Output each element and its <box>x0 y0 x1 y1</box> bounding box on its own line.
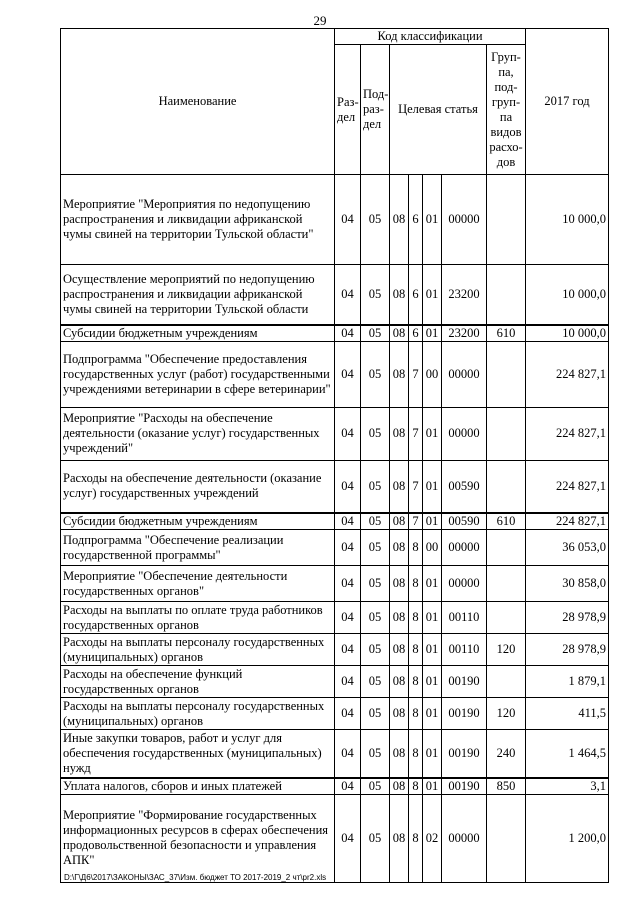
row-name: Уплата налогов, сборов и иных платежей <box>61 778 335 795</box>
row-target-subprogram: 8 <box>409 778 423 795</box>
row-razdel: 04 <box>335 778 361 795</box>
row-razdel: 04 <box>335 698 361 730</box>
row-razdel: 04 <box>335 265 361 325</box>
row-amount: 224 827,1 <box>526 341 609 407</box>
row-target-subprogram: 8 <box>409 530 423 566</box>
row-expense-group <box>487 566 526 602</box>
row-expense-group: 120 <box>487 634 526 666</box>
row-podrazdel: 05 <box>361 265 390 325</box>
row-expense-group: 240 <box>487 730 526 778</box>
row-target-event: 01 <box>423 325 442 342</box>
row-target-direction: 00190 <box>442 778 487 795</box>
row-target-program: 08 <box>390 666 409 698</box>
row-expense-group <box>487 265 526 325</box>
header-podrazdel: Под- раз- дел <box>361 45 390 175</box>
row-target-program: 08 <box>390 730 409 778</box>
row-target-direction: 00590 <box>442 460 487 513</box>
row-podrazdel: 05 <box>361 175 390 265</box>
row-name: Расходы на обеспечение деятельности (оказание услуг) государственных учреждений <box>61 460 335 513</box>
row-expense-group <box>487 175 526 265</box>
row-target-program: 08 <box>390 407 409 460</box>
row-amount: 1 464,5 <box>526 730 609 778</box>
row-target-direction: 23200 <box>442 265 487 325</box>
row-target-direction: 00190 <box>442 666 487 698</box>
row-target-program: 08 <box>390 460 409 513</box>
row-expense-group <box>487 341 526 407</box>
row-target-event: 00 <box>423 530 442 566</box>
row-expense-group: 610 <box>487 325 526 342</box>
header-year: 2017 год <box>526 29 609 175</box>
row-target-subprogram: 6 <box>409 265 423 325</box>
row-target-program: 08 <box>390 634 409 666</box>
row-name: Мероприятие "Обеспечение деятельности государственных органов" <box>61 566 335 602</box>
row-podrazdel: 05 <box>361 634 390 666</box>
header-code-group: Код классификации <box>335 29 526 45</box>
row-target-program: 08 <box>390 530 409 566</box>
row-target-subprogram: 8 <box>409 634 423 666</box>
row-expense-group <box>487 794 526 882</box>
row-expense-group <box>487 530 526 566</box>
table-row <box>61 566 609 602</box>
row-podrazdel: 05 <box>361 325 390 342</box>
row-podrazdel: 05 <box>361 460 390 513</box>
row-target-subprogram: 7 <box>409 341 423 407</box>
row-name: Расходы на обеспечение функций государственных органов <box>61 666 335 698</box>
row-target-subprogram: 7 <box>409 460 423 513</box>
row-target-event: 01 <box>423 175 442 265</box>
row-target-direction: 23200 <box>442 325 487 342</box>
row-amount: 28 978,9 <box>526 634 609 666</box>
row-name: Иные закупки товаров, работ и услуг для обеспечения государственных (муниципальных) нужд <box>61 730 335 778</box>
row-razdel: 04 <box>335 666 361 698</box>
row-target-event: 01 <box>423 566 442 602</box>
row-target-direction: 00000 <box>442 794 487 882</box>
row-razdel: 04 <box>335 530 361 566</box>
row-target-event: 01 <box>423 666 442 698</box>
row-target-direction: 00000 <box>442 175 487 265</box>
row-razdel: 04 <box>335 566 361 602</box>
row-name: Подпрограмма "Обеспечение предоставления государственных услуг (работ) государственными учреждениями ветеринарии в сфере ветеринарии" <box>61 341 335 407</box>
header-name: Наименование <box>61 29 335 175</box>
row-target-subprogram: 7 <box>409 407 423 460</box>
row-podrazdel: 05 <box>361 513 390 530</box>
row-target-program: 08 <box>390 175 409 265</box>
row-target-event: 02 <box>423 794 442 882</box>
row-podrazdel: 05 <box>361 566 390 602</box>
header-row-top <box>61 29 609 45</box>
page-number: 29 <box>313 13 327 28</box>
table-row <box>61 341 609 407</box>
row-name: Мероприятие "Расходы на обеспечение деятельности (оказание услуг) государственных учреждений" <box>61 407 335 460</box>
row-target-event: 01 <box>423 778 442 795</box>
row-name: Субсидии бюджетным учреждениям <box>61 513 335 530</box>
row-amount: 1 200,0 <box>526 794 609 882</box>
row-amount: 224 827,1 <box>526 513 609 530</box>
row-amount: 411,5 <box>526 698 609 730</box>
row-podrazdel: 05 <box>361 698 390 730</box>
row-expense-group: 850 <box>487 778 526 795</box>
row-amount: 1 879,1 <box>526 666 609 698</box>
row-expense-group <box>487 460 526 513</box>
row-podrazdel: 05 <box>361 407 390 460</box>
table-row <box>61 602 609 634</box>
row-name: Мероприятие "Мероприятия по недопущению распространения и ликвидации африканской чумы свиней на территории Тульской области" <box>61 175 335 265</box>
row-name: Субсидии бюджетным учреждениям <box>61 325 335 342</box>
row-razdel: 04 <box>335 794 361 882</box>
row-target-subprogram: 8 <box>409 794 423 882</box>
row-amount: 10 000,0 <box>526 175 609 265</box>
row-name: Расходы на выплаты персоналу государственных (муниципальных) органов <box>61 634 335 666</box>
row-target-direction: 00000 <box>442 407 487 460</box>
row-name: Подпрограмма "Обеспечение реализации государственной программы" <box>61 530 335 566</box>
row-expense-group: 120 <box>487 698 526 730</box>
row-target-event: 01 <box>423 634 442 666</box>
table-row <box>61 325 609 342</box>
budget-table <box>60 28 609 883</box>
row-razdel: 04 <box>335 602 361 634</box>
header-razdel: Раз- дел <box>335 45 361 175</box>
table-row <box>61 634 609 666</box>
row-amount: 10 000,0 <box>526 265 609 325</box>
row-podrazdel: 05 <box>361 794 390 882</box>
row-target-direction: 00190 <box>442 730 487 778</box>
row-razdel: 04 <box>335 460 361 513</box>
row-target-program: 08 <box>390 265 409 325</box>
row-amount: 10 000,0 <box>526 325 609 342</box>
row-target-subprogram: 6 <box>409 175 423 265</box>
row-target-program: 08 <box>390 325 409 342</box>
row-target-program: 08 <box>390 341 409 407</box>
table-row <box>61 460 609 513</box>
row-target-program: 08 <box>390 794 409 882</box>
table-row <box>61 175 609 265</box>
row-name: Мероприятие "Формирование государственных информационных ресурсов в сферах обеспечения продовольственной безопасности и управления АПК" <box>61 794 335 882</box>
row-expense-group <box>487 602 526 634</box>
row-podrazdel: 05 <box>361 778 390 795</box>
table-row <box>61 794 609 882</box>
row-target-program: 08 <box>390 778 409 795</box>
row-amount: 224 827,1 <box>526 460 609 513</box>
row-target-direction: 00110 <box>442 634 487 666</box>
row-amount: 224 827,1 <box>526 407 609 460</box>
row-target-event: 01 <box>423 460 442 513</box>
row-target-program: 08 <box>390 698 409 730</box>
row-target-event: 00 <box>423 341 442 407</box>
row-amount: 30 858,0 <box>526 566 609 602</box>
row-amount: 28 978,9 <box>526 602 609 634</box>
row-podrazdel: 05 <box>361 730 390 778</box>
row-razdel: 04 <box>335 325 361 342</box>
row-razdel: 04 <box>335 407 361 460</box>
row-target-subprogram: 7 <box>409 513 423 530</box>
table-row <box>61 407 609 460</box>
row-podrazdel: 05 <box>361 530 390 566</box>
row-amount: 3,1 <box>526 778 609 795</box>
row-target-direction: 00190 <box>442 698 487 730</box>
table-row <box>61 778 609 795</box>
row-podrazdel: 05 <box>361 666 390 698</box>
table-row <box>61 666 609 698</box>
row-expense-group <box>487 666 526 698</box>
row-razdel: 04 <box>335 175 361 265</box>
header-group: Груп- па, под- груп- па видов расхо- дов <box>487 45 526 175</box>
table-row <box>61 265 609 325</box>
row-target-subprogram: 8 <box>409 698 423 730</box>
row-razdel: 04 <box>335 341 361 407</box>
table-row <box>61 530 609 566</box>
row-name: Расходы на выплаты персоналу государственных (муниципальных) органов <box>61 698 335 730</box>
row-target-direction: 00000 <box>442 566 487 602</box>
row-target-event: 01 <box>423 265 442 325</box>
table-row <box>61 698 609 730</box>
row-razdel: 04 <box>335 730 361 778</box>
row-target-program: 08 <box>390 602 409 634</box>
row-target-program: 08 <box>390 513 409 530</box>
file-path-footer: D:\Г\Д6\2017\ЗАКОНЫ\ЗАС_37\Изм. бюджет ТО 2017-2019_2 чт\pr2.xls <box>64 873 327 882</box>
row-target-event: 01 <box>423 730 442 778</box>
row-target-event: 01 <box>423 698 442 730</box>
row-target-subprogram: 8 <box>409 730 423 778</box>
row-target-direction: 00000 <box>442 530 487 566</box>
row-razdel: 04 <box>335 513 361 530</box>
row-target-program: 08 <box>390 566 409 602</box>
row-razdel: 04 <box>335 634 361 666</box>
row-amount: 36 053,0 <box>526 530 609 566</box>
row-target-event: 01 <box>423 602 442 634</box>
row-target-subprogram: 8 <box>409 666 423 698</box>
row-target-subprogram: 6 <box>409 325 423 342</box>
row-target-direction: 00110 <box>442 602 487 634</box>
row-podrazdel: 05 <box>361 341 390 407</box>
row-podrazdel: 05 <box>361 602 390 634</box>
row-target-subprogram: 8 <box>409 566 423 602</box>
row-target-direction: 00590 <box>442 513 487 530</box>
header-target: Целевая статья <box>390 45 487 175</box>
row-target-subprogram: 8 <box>409 602 423 634</box>
row-target-direction: 00000 <box>442 341 487 407</box>
row-name: Расходы на выплаты по оплате труда работников государственных органов <box>61 602 335 634</box>
row-expense-group <box>487 407 526 460</box>
table-row <box>61 730 609 778</box>
table-row <box>61 513 609 530</box>
row-target-event: 01 <box>423 513 442 530</box>
row-expense-group: 610 <box>487 513 526 530</box>
row-target-event: 01 <box>423 407 442 460</box>
row-name: Осуществление мероприятий по недопущению распространения и ликвидации африканской чумы свиней на территории Тульской области <box>61 265 335 325</box>
